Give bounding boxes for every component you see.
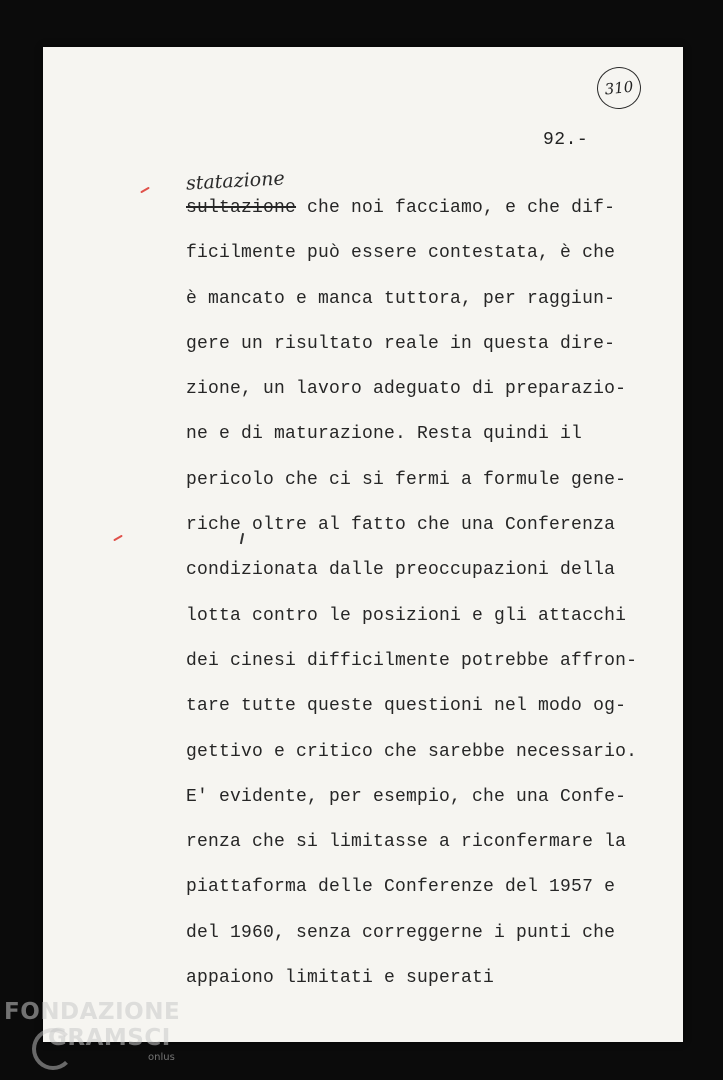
foundation-watermark [4,998,181,1063]
text-line: è mancato e manca tuttora, per raggiun- [186,288,616,309]
text-line: del 1960, senza correggerne i punti che [186,922,616,943]
text-line: ficilmente può essere contestata, è che [186,243,616,264]
watermark-line-2: GRAMSCI [48,1025,171,1051]
text-line: dei cinesi difficilmente potrebbe affron- [186,650,638,671]
watermark-line-1: FONDAZIONE [4,999,181,1025]
text-line: appaiono limitati e superati [186,968,495,989]
text-line: tare tutte queste questioni nel modo og- [186,696,627,717]
text-line: lotta contro le posizioni e gli attacchi [186,605,627,626]
page-number: 92.- [543,130,589,150]
archive-stamp-number: 310 [603,77,635,99]
text-line [186,193,637,238]
text-line: zione, un lavoro adeguato di preparazio- [186,379,627,400]
text-line: gere un risultato reale in questa dire- [186,333,616,354]
handwritten-annotation: statazione [185,167,286,195]
text-line: condizionata dalle preoccupazioni della [186,560,616,581]
watermark-subtitle: onlus [148,1052,175,1063]
struck-word: sultazione [186,198,297,218]
watermark-logo-icon [32,1028,74,1070]
text-line: E' evidente, per esempio, che una Confe- [186,786,627,807]
text-line-rest: che noi facciamo, e che dif- [296,198,616,218]
text-line: pericolo che ci si fermi a formule gene- [186,469,627,490]
text-line: renza che si limitasse a riconfermare la [186,832,627,853]
text-line: riche oltre al fatto che una Conferenza [186,515,616,536]
text-line: ne e di maturazione. Resta quindi il [186,424,583,445]
typed-text-body [186,193,637,1008]
text-line: gettivo e critico che sarebbe necessario. [186,741,638,762]
text-line: piattaforma delle Conferenze del 1957 e [186,877,616,898]
